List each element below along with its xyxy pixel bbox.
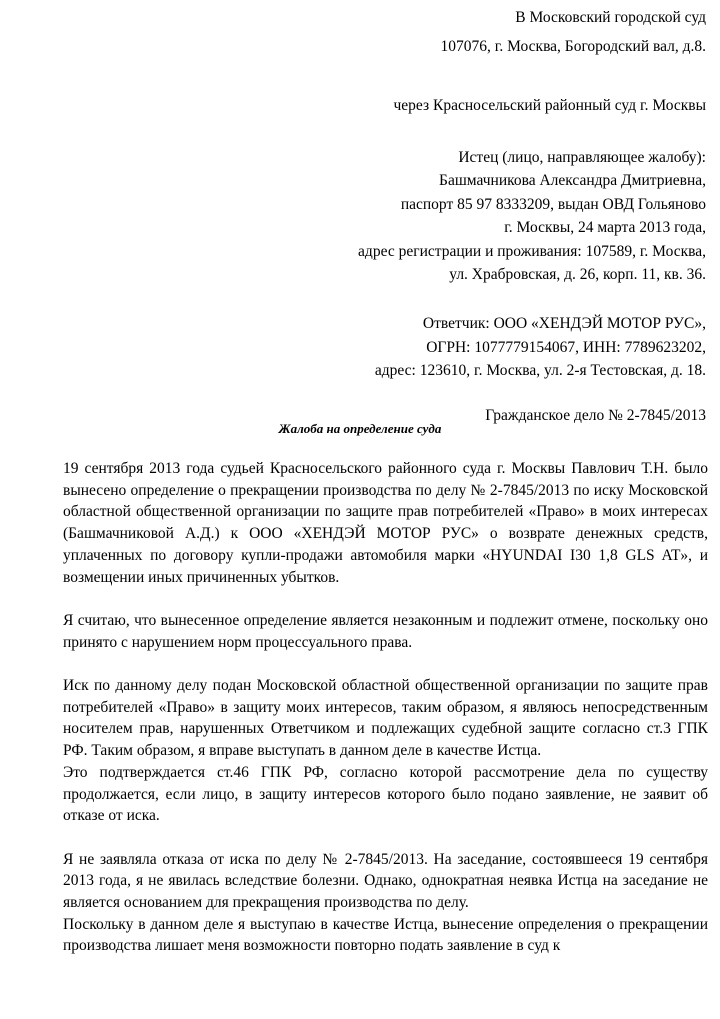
body-paragraph: Я считаю, что вынесенное определение является незаконным и подлежит отмене, поскольку оно принято с нарушением норм процессуального права. (63, 611, 708, 651)
defendant-line: адрес: 123610, г. Москва, ул. 2-я Тестовская, д. 18. (374, 362, 706, 380)
body-paragraph: Это подтверждается ст.46 ГПК РФ, согласно которой рассмотрение дела по существу продолжается, если лицо, в защиту интересов которого было подано заявление, не заявит об отказе от иска. (63, 763, 708, 825)
body-paragraph: 19 сентября 2013 года судьей Красносельского районного суда г. Москвы Павлович Т.Н. было вынесено определение о прекращении производства по делу № 2-7845/2013 по иску Московской областной общественной организации по защите прав потребителей «Право» в моих интересах (Башмачниковой А.Д.) к ООО «ХЕНДЭЙ МОТОР РУС» о возврате денежных средств, уплаченных по договору купли-продажи автомобиля марки «HYUNDAI I30 1,8 GLS AT», и возмещении иных причиненных убытков. (63, 460, 708, 586)
defendant-line: ОГРН: 1077779154067, ИНН: 7789623202, (426, 338, 706, 356)
court-name: В Московский городской суд (515, 9, 706, 26)
via-court-line: через Красносельский районный суд г. Москвы (393, 97, 706, 114)
case-number: Гражданское дело № 2-7845/2013 (485, 406, 706, 424)
via-court (106, 92, 706, 120)
plaintiff-line: адрес регистрации и проживания: 107589, г. Москва, (358, 242, 706, 260)
document-body (63, 458, 708, 957)
document-header (106, 4, 706, 430)
defendant-block (106, 312, 706, 382)
plaintiff-line: г. Москвы, 24 марта 2013 года, (504, 219, 706, 237)
body-paragraph: Иск по данному делу подан Московской областной общественной организации по защите прав потребителей «Право» в защиту моих интересов, таким образом, я являюсь непосредственным носителем прав, нарушенных Ответчиком и подлежащих судебной защите согласно ст.3 ГПК РФ. Таким образом, я вправе выступать в данном деле в качестве Истца. (63, 677, 708, 760)
plaintiff-line: ул. Храбровская, д. 26, корп. 11, кв. 36. (449, 265, 706, 283)
defendant-line: Ответчик: ООО «ХЕНДЭЙ МОТОР РУС», (422, 315, 706, 333)
plaintiff-line: паспорт 85 97 8333209, выдан ОВД Гольяново (400, 195, 706, 213)
plaintiff-block (106, 146, 706, 286)
plaintiff-line: Истец (лицо, направляющее жалобу): (458, 149, 706, 166)
body-paragraph: Поскольку в данном деле я выступаю в качестве Истца, вынесение определения о прекращении производства лишает меня возможности повторно подать заявление в суд к (63, 915, 708, 955)
document-title: Жалоба на определение суда (278, 421, 442, 436)
body-paragraph: Я не заявляла отказа от иска по делу № 2-7845/2013. На заседание, состоявшееся 19 сентября 2013 года, я не явилась вследствие болезни. Однако, однократная неявка Истца на заседание не является основанием для прекращения производства по делу. (63, 850, 708, 912)
plaintiff-line: Башмачникова Александра Дмитриевна, (439, 172, 706, 190)
court-address: 107076, г. Москва, Богородский вал, д.8. (440, 38, 706, 55)
addressee-court (106, 4, 706, 62)
